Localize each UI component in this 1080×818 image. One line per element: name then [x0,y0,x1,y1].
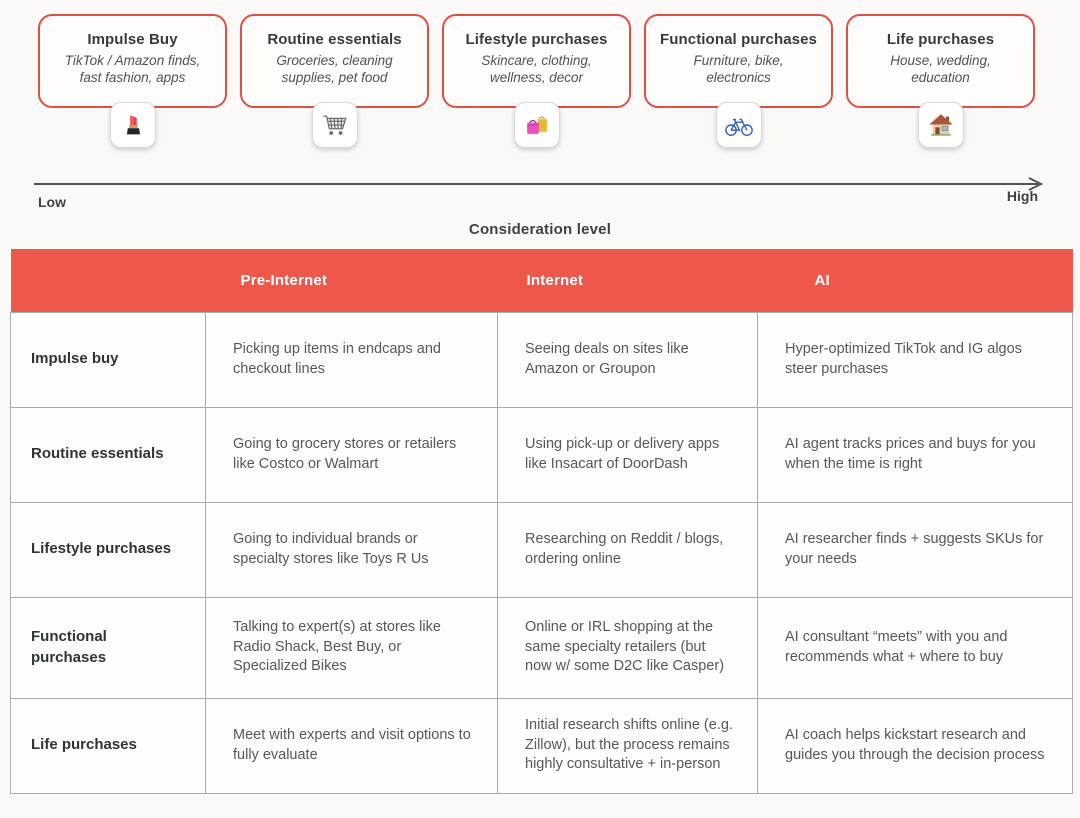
category-icon-badge [514,102,560,148]
table-corner-cell [11,249,206,312]
axis-end-labels [0,188,1080,210]
table-row-functional-purchases [11,597,1073,698]
category-life-purchases [846,14,1035,148]
axis-high-label: High [1006,188,1038,204]
house-icon [926,110,956,140]
category-icon-badge [110,102,156,148]
comparison-table [10,249,1073,794]
table-row-life-purchases [11,698,1073,793]
cell-ai: AI researcher finds + suggests SKUs for your needs [758,502,1073,597]
cell-internet: Using pick-up or delivery apps like Insacart of DoorDash [498,407,758,502]
cell-pre-internet: Talking to expert(s) at stores like Radio Shack, Best Buy, or Specialized Bikes [206,597,498,698]
shopping-cart-icon [320,110,350,140]
cell-pre-internet: Going to grocery stores or retailers like Costco or Walmart [206,407,498,502]
category-subtitle: TikTok / Amazon finds, fast fashion, apps [64,53,201,85]
category-routine-essentials [240,14,429,148]
category-title: Functional purchases [659,31,818,48]
cell-internet: Online or IRL shopping at the same specialty retailers (but now w/ some D2C like Casper) [498,597,758,698]
cell-internet: Researching on Reddit / blogs, ordering online [498,502,758,597]
cell-internet: Seeing deals on sites like Amazon or Groupon [498,312,758,407]
category-icon-badge [312,102,358,148]
category-subtitle: Skincare, clothing, wellness, decor [481,53,592,85]
category-title: Routine essentials [267,31,402,48]
category-title: Impulse Buy [87,31,178,48]
row-label: Lifestyle purchases [11,502,206,597]
column-header-pre-internet: Pre-Internet [206,249,498,312]
cell-internet: Initial research shifts online (e.g. Zillow), but the process remains highly consultative + in-person [498,698,758,793]
cell-pre-internet: Going to individual brands or specialty stores like Toys R Us [206,502,498,597]
row-label: Functional purchases [11,597,206,698]
axis-title: Consideration level [468,221,612,238]
column-header-internet: Internet [498,249,758,312]
category-title: Life purchases [886,31,995,48]
category-card [644,14,833,108]
shopping-bags-icon [522,110,552,140]
category-cards-row [0,0,1080,148]
category-icon-badge [918,102,964,148]
category-icon-badge [716,102,762,148]
row-label: Impulse buy [11,312,206,407]
axis-low-label: Low [38,194,66,210]
category-functional-purchases [644,14,833,148]
bicycle-icon [723,110,755,140]
table-row-impulse-buy [11,312,1073,407]
row-label: Routine essentials [11,407,206,502]
table-row-routine-essentials [11,407,1073,502]
consideration-axis [0,148,1080,244]
category-subtitle: House, wedding, education [890,53,991,85]
category-card [38,14,227,108]
cell-ai: AI agent tracks prices and buys for you when the time is right [758,407,1073,502]
cell-ai: AI consultant “meets” with you and recommends what + where to buy [758,597,1073,698]
category-impulse-buy [38,14,227,148]
table-header-row [11,249,1073,312]
cell-pre-internet: Meet with experts and visit options to fully evaluate [206,698,498,793]
table-row-lifestyle-purchases [11,502,1073,597]
axis-arrow [34,176,1044,192]
category-subtitle: Groceries, cleaning supplies, pet food [276,53,393,85]
cell-pre-internet: Picking up items in endcaps and checkout lines [206,312,498,407]
category-card [240,14,429,108]
column-header-ai: AI [758,249,1073,312]
category-title: Lifestyle purchases [465,31,608,48]
category-card [846,14,1035,108]
table-header [11,249,1073,312]
row-label: Life purchases [11,698,206,793]
category-lifestyle-purchases [442,14,631,148]
lipstick-icon [118,110,148,140]
cell-ai: AI coach helps kickstart research and guides you through the decision process [758,698,1073,793]
cell-ai: Hyper-optimized TikTok and IG algos steer purchases [758,312,1073,407]
category-subtitle: Furniture, bike, electronics [693,53,784,85]
category-card [442,14,631,108]
